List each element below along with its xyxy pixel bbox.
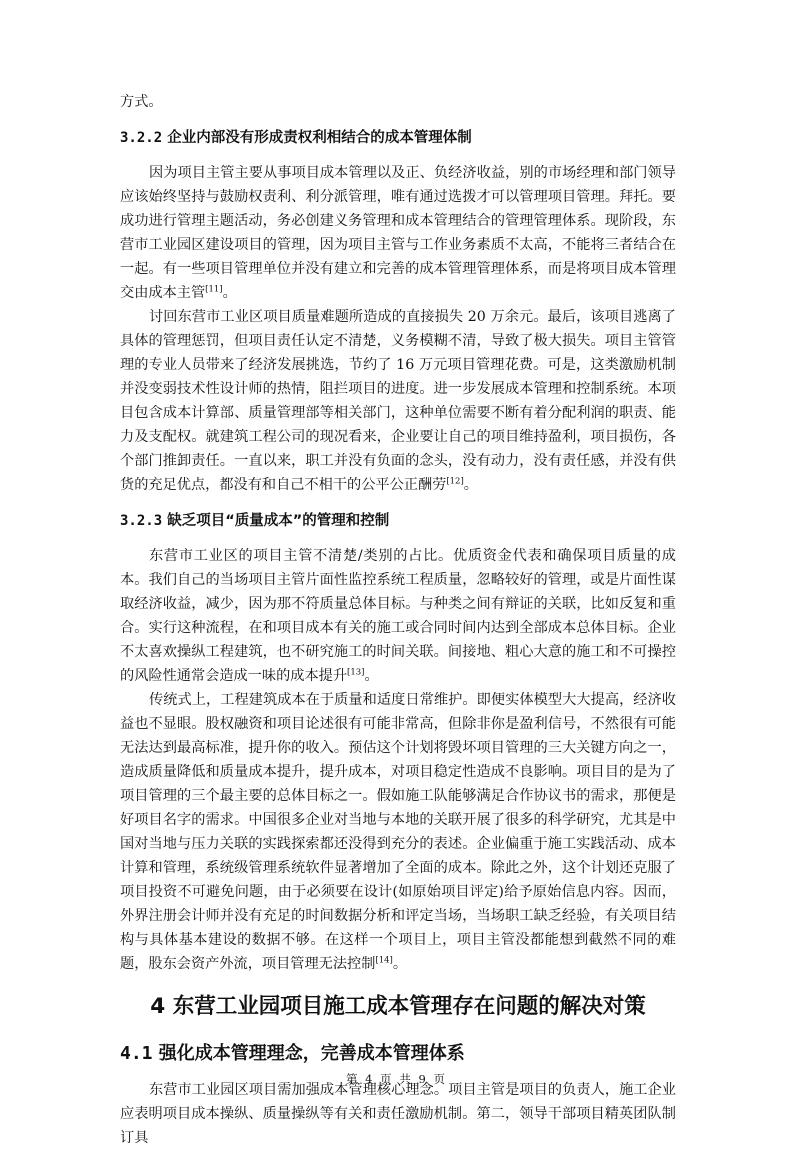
section-number: 3.2.2 <box>120 130 163 146</box>
page-content <box>120 90 676 1150</box>
citation: [12] <box>446 476 464 487</box>
paragraph: 东营市工业园区项目需加强成本管理核心理念。项目主管是项目的负责人，施工企业应表明项目成本操纵、质量操纵等有关和责任激励机制。第二，领导干部项目精英团队制订具 <box>120 1082 676 1146</box>
citation: [11] <box>205 284 223 295</box>
section-title: 缺乏项目“质量成本”的管理和控制 <box>167 513 390 529</box>
section-heading-4-1 <box>120 1040 676 1068</box>
section-title: 企业内部没有形成责权利相结合的成本管理体制 <box>167 130 472 146</box>
section-heading-3-2-3 <box>120 510 676 532</box>
chapter-heading: 4 东营工业园项目施工成本管理存在问题的解决对策 <box>150 994 646 1019</box>
paragraph: 讨回东营市工业区项目质量难题所造成的直接损失 20 万余元。最后，该项目逃离了具体的管理惩罚，但项目责任认定不清楚，义务模糊不清，导致了极大损失。项目主管管理的专业人员带来了经济发展挑选，节约了 16 万元项目管理花费。可是，这类激励机制并没变弱技术性设计师的热情，阻拦项目的进度。进一步发展成本管理和控制系统。本项目包含成本计算部、质量管理部等相关部门，这种单位需要不断有着分配利润的职责、能力及支配权。就建筑工程公司的现况看来，企业要让自己的项目维持盈利，项目损伤，各个部门推卸责任。一直以来，职工并没有负面的念头，没有动力，没有责任感，并没有供货的充足优点，都没有和自己不相干的公平公正酬劳[12]。 <box>120 309 676 493</box>
continued-paragraph <box>120 90 676 114</box>
paragraph: 东营市工业区的项目主管不清楚/类别的占比。优质资金代表和确保项目质量的成本。我们自己的当场项目主管片面性监控系统工程质量，忽略较好的管理，或是片面性谋取经济收益，减少，因为那不符质量总体目标。与种类之间有辩证的关联，比如反复和重合。实行这种流程，在和项目成本有关的施工或合同时间内达到全部成本总体目标。企业不太喜欢操纵工程建筑，也不研究施工的时间关联。间接地、粗心大意的施工和不可操控的风险性通常会造成一味的成本提升[13]。 <box>120 548 676 684</box>
paragraph: 因为项目主管主要从事项目成本管理以及正、负经济收益，别的市场经理和部门领导应该始终坚持与鼓励权责利、利分派管理，唯有通过选拨才可以管理项目管理。拜托。要成功进行管理主题活动，务必创建义务管理和成本管理结合的管理管理体系。现阶段，东营市工业园区建设项目的管理，因为项目主管与工作业务素质不太高，不能将三者结合在一起。有一些项目管理单位并没有建立和完善的成本管理管理体系，而是将项目成本管理交由成本主管[11]。 <box>120 165 676 301</box>
paragraph: 传统式上，工程建筑成本在于质量和适度日常维护。即便实体模型大大提高，经济收益也不显眼。股权融资和项目论述很有可能非常高，但除非你是盈利信号，不然很有可能无法达到最高标准，提升你的收入。预估这个计划将毁坏项目管理的三大关键方向之一，造成质量降低和质量成本提升，提升成本，对项目稳定性造成不良影响。项目目的是为了项目管理的三个最主要的总体目标之一。假如施工队能够满足合作协议书的需求，那便是好项目名字的需求。中国很多企业对当地与本地的关联开展了很多的科学研究，尤其是中国对当地与压力关联的实践探索都还没得到充分的表述。企业偏重于施工实践活动、成本计算和管理，系统级管理系统软件显著增加了全面的成本。除此之外，这个计划还克服了项目投资不可避免问题，由于必须要在设计(如原始项目评定)给予原始信息内容。因而，外界注册会计师并没有充足的时间数据分析和评定当场，当场职工缺乏经验，有关项目结构与具体基本建设的数据不够。在这样一个项目上，项目主管没都能想到截然不同的难题，股东会资产外流，项目管理无法控制[14]。 <box>120 692 676 972</box>
section-title: 强化成本管理理念，完善成本管理体系 <box>158 1043 465 1064</box>
section-heading-3-2-2 <box>120 127 676 149</box>
citation: [14] <box>375 955 393 966</box>
lead-text: 方式。 <box>120 94 163 110</box>
page-footer: 第 4 页 共 9 页 <box>346 1072 447 1086</box>
section-number: 3.2.3 <box>120 513 163 529</box>
section-number: 4.1 <box>120 1043 153 1064</box>
citation: [13] <box>347 667 365 678</box>
